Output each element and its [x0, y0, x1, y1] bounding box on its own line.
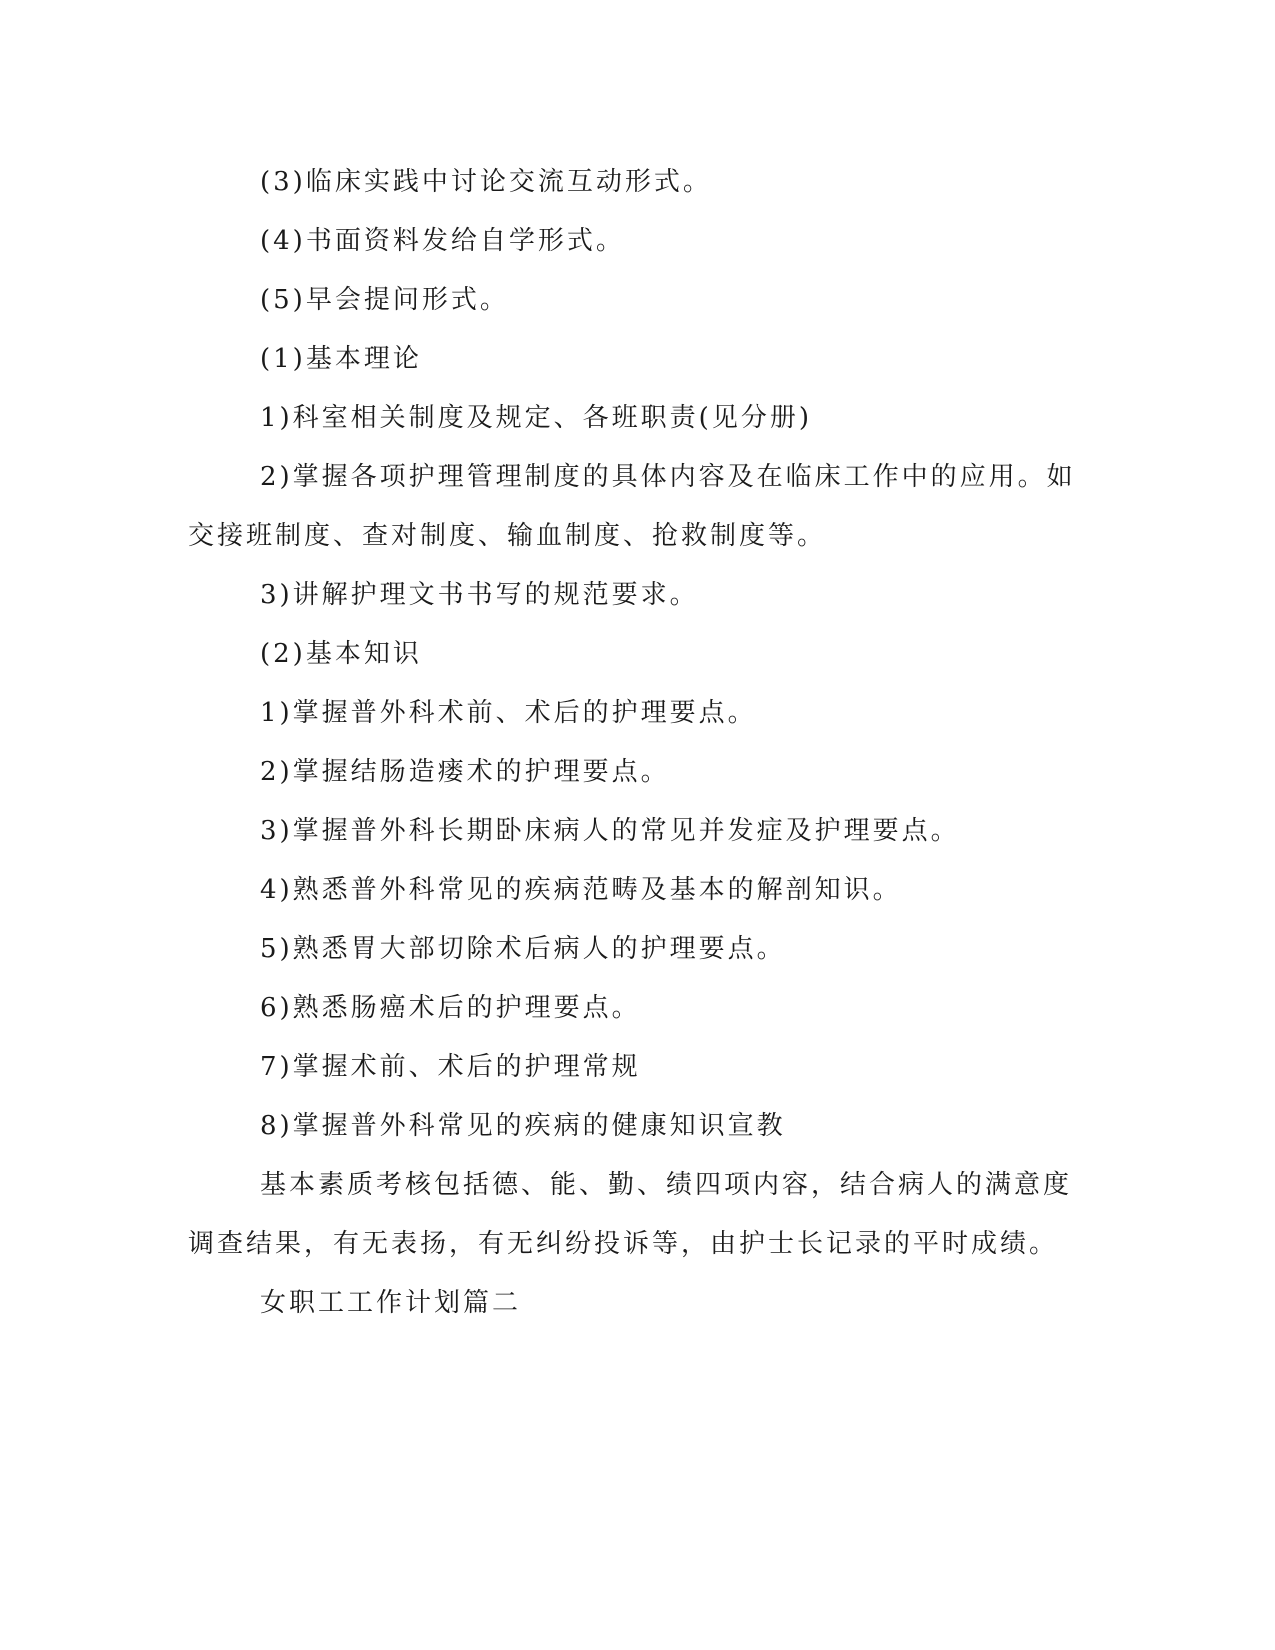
text-line: 3)掌握普外科长期卧床病人的常见并发症及护理要点。	[260, 816, 960, 846]
text-line: 基本素质考核包括德、能、勤、绩四项内容，结合病人的满意度	[260, 1170, 1073, 1200]
text-line: (4)书面资料发给自学形式。	[260, 226, 625, 256]
section-title: 女职工工作计划篇二	[260, 1288, 522, 1318]
text-line: 6)熟悉肠癌术后的护理要点。	[260, 993, 641, 1023]
section-heading: (1)基本理论	[260, 344, 422, 374]
text-line: 2)掌握各项护理管理制度的具体内容及在临床工作中的应用。如	[260, 462, 1076, 492]
text-line: 5)熟悉胃大部切除术后病人的护理要点。	[260, 934, 786, 964]
section-heading: (2)基本知识	[260, 639, 422, 669]
text-line: (3)临床实践中讨论交流互动形式。	[260, 167, 712, 197]
text-line: (5)早会提问形式。	[260, 285, 509, 315]
text-line: 7)掌握术前、术后的护理常规	[260, 1052, 641, 1082]
text-line: 8)掌握普外科常见的疾病的健康知识宣教	[260, 1111, 786, 1141]
text-line: 1)科室相关制度及规定、各班职责(见分册)	[260, 403, 812, 433]
text-line: 4)熟悉普外科常见的疾病范畴及基本的解剖知识。	[260, 875, 902, 905]
text-line: 3)讲解护理文书书写的规范要求。	[260, 580, 699, 610]
text-line-continuation: 调查结果，有无表扬，有无纠纷投诉等，由护士长记录的平时成绩。	[188, 1229, 1059, 1259]
text-line-continuation: 交接班制度、查对制度、输血制度、抢救制度等。	[188, 521, 827, 551]
text-line: 1)掌握普外科术前、术后的护理要点。	[260, 698, 757, 728]
text-line: 2)掌握结肠造瘘术的护理要点。	[260, 757, 670, 787]
